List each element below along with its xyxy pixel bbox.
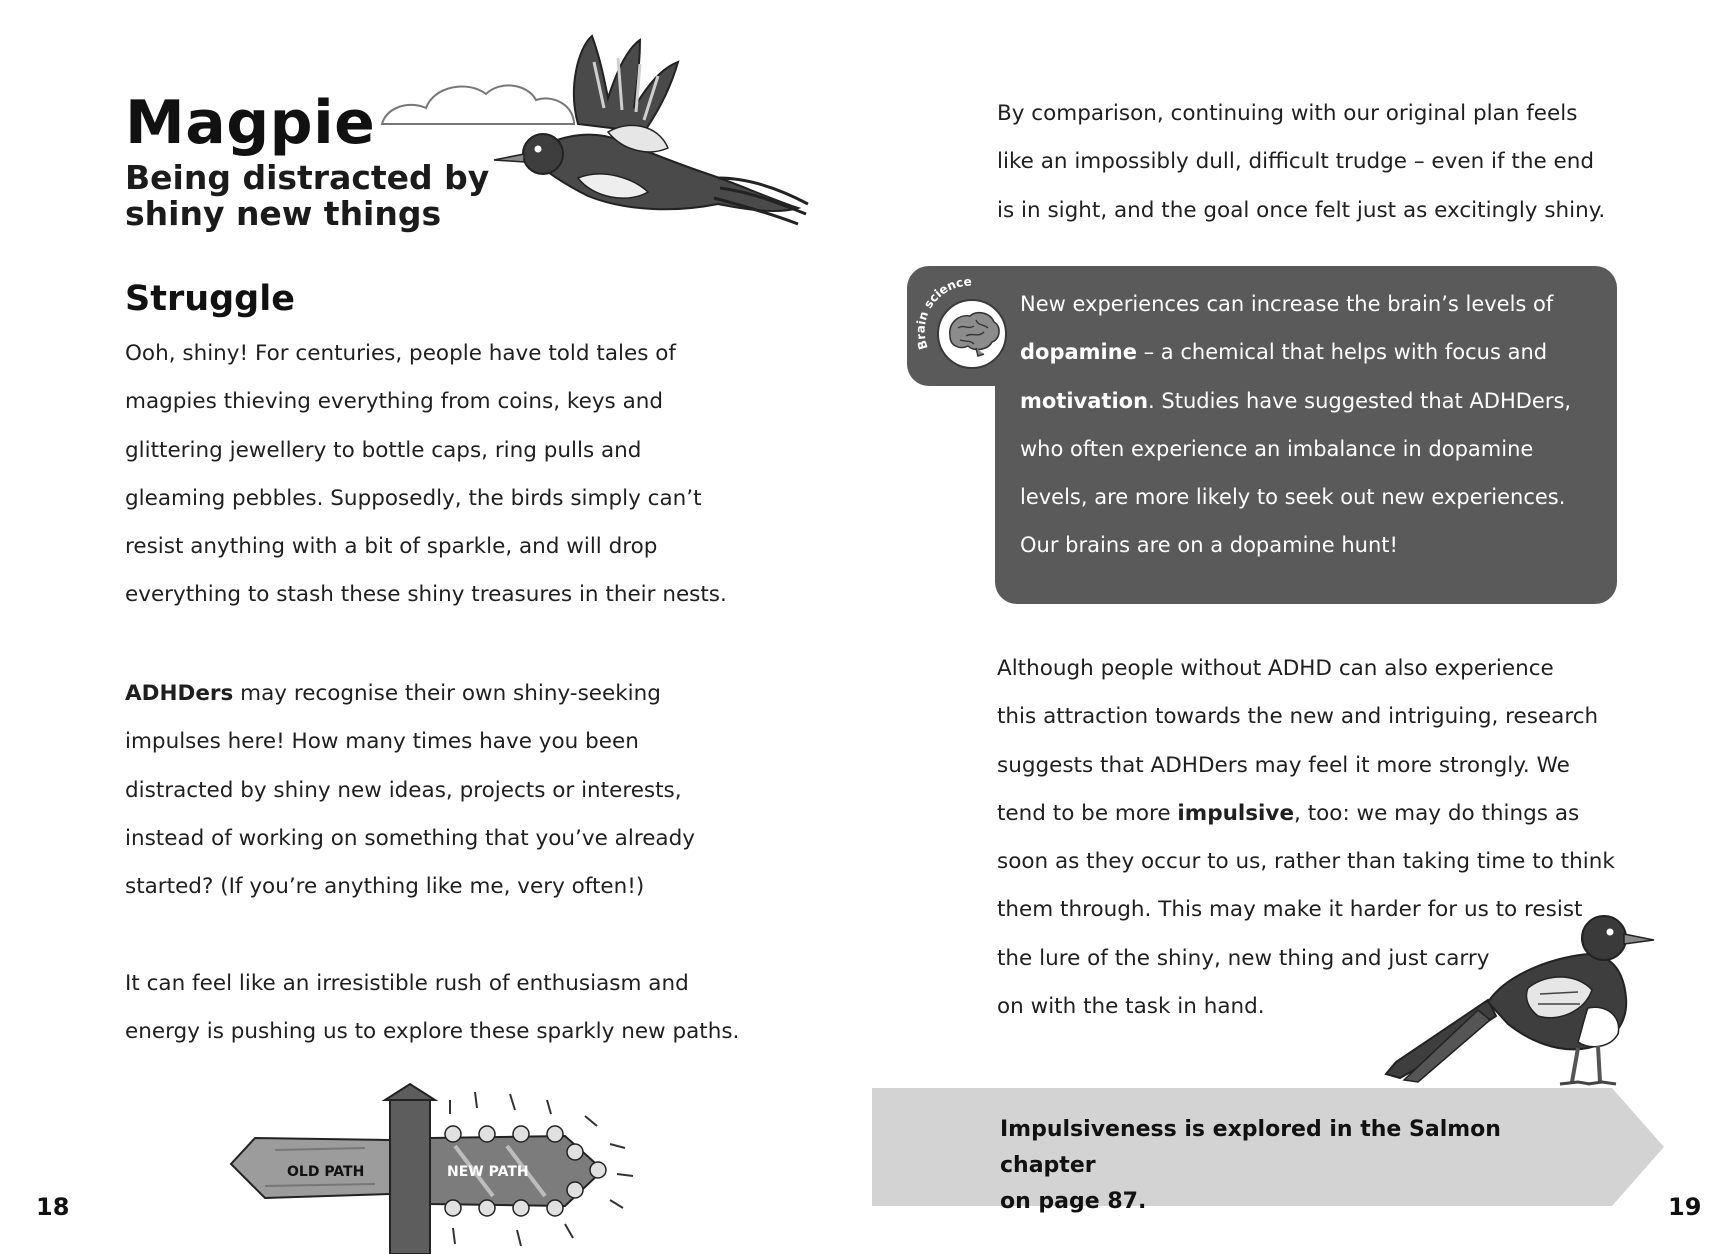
brain-science-label: Brain science [913,274,973,352]
bold-term: motivation [1020,388,1149,413]
text-fragment: tend to be more [997,800,1178,826]
text-line: who often experience an imbalance in dopamine [1020,436,1534,461]
text-line: gleaming pebbles. Supposedly, the birds simply can’t [125,485,702,511]
text-line: is in sight, and the goal once felt just as excitingly shiny. [997,197,1606,223]
brain-science-badge [912,270,1024,382]
text-line: like an impossibly dull, difficult trudge – even if the end [997,149,1595,175]
brain-science-text [1020,280,1610,570]
text-line: on with the task in hand. [997,994,1265,1020]
text-line: glittering jewellery to bottle caps, ring pulls and [125,437,642,463]
text-line: the lure of the shiny, new thing and just carry [997,945,1490,971]
text-line: energy is pushing us to explore these sparkly new paths. [125,1019,740,1045]
text-line: By comparison, continuing with our original plan feels [997,101,1578,126]
text-line: resist anything with a bit of sparkle, and will drop [125,534,658,560]
comparison-paragraph [997,90,1637,235]
signpost-illustration [225,1078,645,1254]
text-line: started? (If you’re anything like me, very often!) [125,874,645,900]
text-fragment: . Studies have suggested that ADHDers, [1148,388,1572,413]
perched-magpie-illustration [1378,912,1660,1094]
text-line: impulses here! How many times have you been [125,729,639,755]
text-line [125,670,825,718]
text-line: suggests that ADHDers may feel it more strongly. We [997,752,1570,778]
text-line: everything to stash these shiny treasures in their nests. [125,582,727,608]
text-fragment: – a chemical that helps with focus and [1136,340,1548,365]
text-line: instead of working on something that you’ve already [125,825,695,851]
text-fragment: , too: we may do things as [1294,800,1580,826]
text-line: Our brains are on a dopamine hunt! [1020,533,1398,558]
text-fragment: may recognise their own shiny-seeking [233,681,661,706]
text-line: levels, are more likely to seek out new experiences. [1020,485,1566,510]
text-line: soon as they occur to us, rather than taking time to think [997,849,1615,875]
text-line: Ooh, shiny! For centuries, people have told tales of [125,341,676,366]
text-line: them through. This may make it harder for us to resist [997,897,1583,923]
struggle-paragraph [125,330,825,620]
callout-line: on page 87. [1000,1189,1147,1214]
flying-magpie-illustration [378,28,818,238]
callout-text [1000,1112,1600,1220]
text-line: New experiences can increase the brain’s levels of [1020,292,1554,316]
text-line: Although people without ADHD can also experience [997,656,1554,681]
text-line: this attraction towards the new and intriguing, research [997,704,1599,730]
subtitle-line: Being distracted by [125,158,490,197]
adhders-paragraph [125,670,825,911]
text-line [1020,377,1610,425]
section-heading: Struggle [125,279,295,319]
page-title: Magpie [125,88,376,158]
callout-line: Impulsiveness is explored in the Salmon chapter [1000,1117,1501,1178]
text-line: distracted by shiny new ideas, projects or interests, [125,777,682,803]
new-path-label: NEW PATH [447,1164,529,1180]
text-line: magpies thieving everything from coins, keys and [125,389,664,415]
enthusiasm-paragraph [125,960,845,1057]
text-line [1020,328,1610,376]
bold-term: dopamine [1020,340,1137,365]
text-line [997,790,1657,838]
bold-term: impulsive [1177,800,1295,826]
page-number-left: 18 [36,1193,70,1221]
old-path-label: OLD PATH [287,1164,365,1180]
page-number-right: 19 [1668,1193,1702,1221]
subtitle-line: shiny new things [125,194,442,233]
bold-term: ADHDers [125,681,234,706]
text-line: It can feel like an irresistible rush of enthusiasm and [125,971,689,996]
